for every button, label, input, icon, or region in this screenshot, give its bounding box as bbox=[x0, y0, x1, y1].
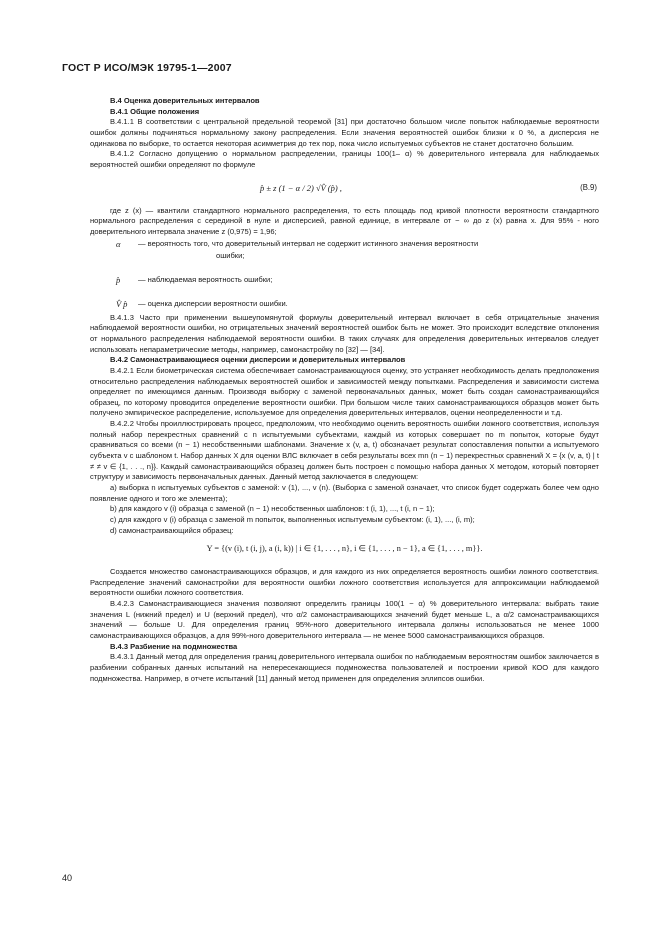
formula-b9 bbox=[90, 174, 599, 204]
definition-p-text: — наблюдаемая вероятность ошибки; bbox=[138, 274, 273, 284]
definition-p bbox=[116, 275, 599, 287]
paragraph-b413: В.4.1.3 Часто при применении вышеупомянутой формулы доверительный интервал включает в себя отрицательные значения наблюдаемой вероятности ошибки, но отрицательных значений вероятностей ошибок быть не может. Это происходит вследствие отклонения от нормального распределения наблюдаемой вероятности ошибки. В таких случаях для определения доверительных интервалов следует использовать непараметрические методы, например, самонастройку по [32] — [34]. bbox=[90, 312, 599, 354]
list-item-d: d) самонастраивающийся образец: bbox=[110, 525, 234, 535]
formula-b9-number: (В.9) bbox=[580, 182, 597, 192]
formula-y: Y = {(v (i), t (i, j), a (i, k)) | i ∈ {1, . . . , n}, i ∈ {1, . . . , n − 1}, a ∈ {1, . . . , m}}. bbox=[206, 544, 483, 554]
page-number: 40 bbox=[62, 873, 73, 883]
definition-alpha-continued: ошибки; bbox=[216, 250, 245, 260]
definition-v-symbol: V̂ p̂ bbox=[116, 298, 128, 309]
section-b41-title: В.4.1 Общие положения bbox=[110, 106, 200, 116]
paragraph-b423: В.4.2.3 Самонастраивающиеся значения позволяют определить границы 100(1 − α) % доверительного интервала: выбрать такие значения L (нижний предел) и U (верхний предел), что α/2 самонастраивающихся значений будет меньше L, а α/2 самонастраивающихся значений — больше U. Для определения границ 95%-ного доверительного интервала должны использоваться не менее 1000 самонастраивающихся образцов, а для 99%-ного доверительного интервала — не менее 5000 самонастраивающихся образцов. bbox=[90, 598, 599, 640]
paragraph-b431: В.4.3.1 Данный метод для определения границ доверительного интервала ошибок по наблюдаемым вероятностям ошибок заключается в разбиении собранных данных испытаний на непересекающиеся подмножества пользователей и построении кривой КОО для каждого подмножества. Например, в отчете испытаний [11] данный метод применен для определения эллипсов ошибки. bbox=[90, 652, 599, 683]
paragraph-b422: В.4.2.2 Чтобы проиллюстрировать процесс, предположим, что необходимо оценить вероятность ошибки ложного соответствия, используя полный набор перекрестных сравнений с n испытуемыми субъектами, каждый из которых совершает по m попыток, которые будут сравниваться со всеми (n − 1) несобственными шаблонами. Значение x (v, a, t) обозначает результат сопоставления попытки a испытуемого субъекта v с шаблоном t. Набор данных X для оценки ВЛС включает в себя результаты всех mn (n − 1) перекрестных сравнений X = {x (v, a, t) | t ≠ ≠ v ∈ {1, . . ., n}}. Каждый самонастраивающийся образец должен быть построен с помощью набора данных X методом, который повторяет структуру и зависимость первоначальных данных. Данный метод заключается в следующем: bbox=[90, 419, 599, 482]
definition-p-symbol: p̂ bbox=[116, 274, 121, 285]
definition-alpha bbox=[116, 239, 599, 251]
document-body bbox=[90, 96, 599, 684]
section-b42-title: В.4.2 Самонастраивающиеся оценки дисперсии и доверительных интервалов bbox=[110, 355, 406, 365]
paragraph-after-y: Создается множество самонастраивающихся образцов, и для каждого из них определяется вероятность ошибки ложного соответствия. Распределение значений самонастройки для вероятности ошибки ложного соответствия используется для аппроксимации наблюдаемой вероятности ошибки ложного соответствия. bbox=[90, 567, 599, 598]
definition-v bbox=[116, 299, 599, 311]
definition-v-text: — оценка дисперсии вероятности ошибки. bbox=[138, 298, 288, 308]
formula-b9-expression: p̂ ± z (1 − α / 2) √V̂ (p̂) , bbox=[260, 182, 342, 193]
definition-list bbox=[116, 239, 599, 311]
paragraph-b421: В.4.2.1 Если биометрическая система обеспечивает самонастраивающуюся оценку, это устраняет необходимость делать предположения относительно распределения наблюдаемых вероятностей ошибок и зависимостей между попытками. Распределения и зависимости система определяет по имеющимся данным. Производя выборку с заменой первоначальных данных, может быть создан самонастраивающийся образец, по которому проводится определение вероятности ошибки. При большом числе таких самонастраивающихся образцов может быть получено эмпирическое распределение, используемое для определения доверительных интервалов, оценки неопределенности и т.д. bbox=[90, 365, 599, 418]
page-header: ГОСТ Р ИСО/МЭК 19795-1—2007 bbox=[62, 62, 232, 74]
section-b43-title: В.4.3 Разбиение на подмножества bbox=[110, 641, 238, 651]
list-item-c: c) для каждого v (i) образца с заменой m попыток, выполненных испытуемым субъектом: (i, 1), ..., (i, m); bbox=[110, 515, 475, 525]
definition-alpha-text: — вероятность того, что доверительный интервал не содержит истинного значения вероятности bbox=[138, 238, 479, 248]
paragraph-b411: В.4.1.1 В соответствии с центральной предельной теоремой [31] при достаточно большом числе попыток наблюдаемые вероятности ошибок должны подчиняться нормальному закону распределения. Если значения вероятностей ошибок близки к 0 %, а дисперсия не одинакова по выборке, то остается некоторая асимметрия до тех пор, пока число испытуемых субъектов не станет достаточно большим. bbox=[90, 117, 599, 148]
section-b4-title: В.4 Оценка доверительных интервалов bbox=[110, 96, 260, 105]
definition-alpha-symbol: α bbox=[116, 238, 121, 249]
paragraph-b412: В.4.1.2 Согласно допущению о нормальном распределении, границы 100(1– α) % доверительного интервала для наблюдаемых вероятностей ошибки определяют по формуле bbox=[90, 149, 599, 169]
paragraph-where: где z (x) — квантили стандартного нормального распределения, то есть площадь под кривой плотности вероятности стандартного нормального распределения с серединой в нуле и дисперсией, равной единице, в интервале от − ∞ до z (x) равна x. Для 95% - ного доверительного интервала значение z (0,975) = 1,96; bbox=[90, 205, 599, 236]
list-item-a: а) выборка n испытуемых субъектов с заменой: v (1), ..., v (n). (Выборка с заменой означает, что список будет содержать более чем одно появление одного и того же элемента); bbox=[90, 483, 599, 503]
list-item-b: b) для каждого v (i) образца с заменой (n − 1) несобственных шаблонов: t (i, 1), ..., t (i, n − 1); bbox=[110, 504, 435, 514]
